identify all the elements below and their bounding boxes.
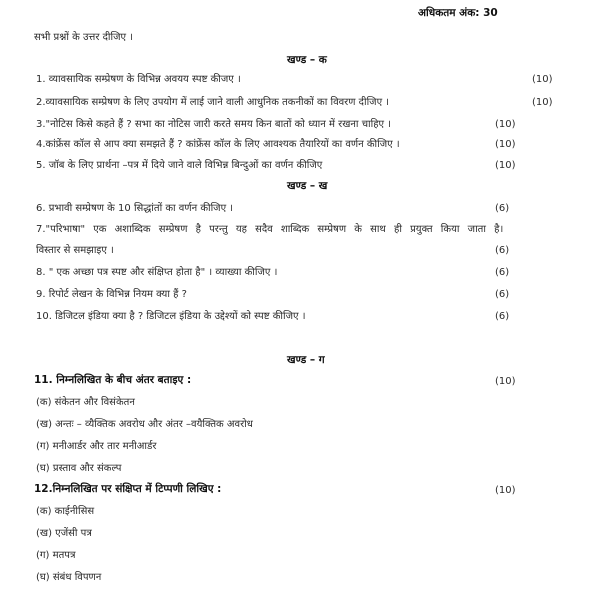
question-1: 1. व्यावसायिक सम्प्रेषण के विभिन्न अवयय स्पष्ट कीजए । (36, 74, 241, 85)
max-marks: अधिकतम अंक: 30 (418, 7, 498, 19)
question-3: 3."नोटिस किसे कहते हैं ? सभा का नोटिस जारी करते समय किन बातों को ध्यान में रखना चाहिए । (36, 119, 392, 130)
question-10-marks: (6) (495, 311, 510, 322)
question-5: 5. जॉब के लिए प्रार्थना –पत्र में दिये जाने वाले विभिन्न बिन्दुओं का वर्णन कीजिए (36, 160, 323, 171)
question-5-marks: (10) (495, 160, 516, 171)
question-11-option-gha: (घ) प्रस्ताव और संकल्प (36, 463, 122, 474)
question-12-option-gha: (घ) संबंध विपणन (36, 572, 102, 583)
question-12: 12.निम्नलिखित पर संक्षिप्त में टिप्पणी लिखिए : (34, 483, 222, 495)
question-6: 6. प्रभावी सम्प्रेषण के 10 सिद्धांतों का वर्णन कीजिए । (36, 203, 234, 214)
question-11-option-ka: (क) संकेतन और विसंकेतन (36, 397, 135, 408)
question-7: 7."परिभाषा" एक अशाब्दिक सम्प्रेषण है परन्तु यह सदैव शाब्दिक सम्प्रेषण के साथ ही प्रयुक्त किया जाता है। (36, 224, 504, 235)
instruction: सभी प्रश्नों के उत्तर दीजिए । (34, 32, 134, 43)
question-3-marks: (10) (495, 119, 516, 130)
question-2-marks: (10) (532, 97, 553, 108)
question-9-marks: (6) (495, 289, 510, 300)
section-c-title: खण्ड – ग (287, 354, 325, 366)
question-12-marks: (10) (495, 485, 516, 496)
question-1-marks: (10) (532, 74, 553, 85)
question-2: 2.व्यावसायिक सम्प्रेषण के लिए उपयोग में लाई जाने वाली आधुनिक तकनीकों का विवरण दीजिए । (36, 97, 390, 108)
question-6-marks: (6) (495, 203, 510, 214)
question-4-marks: (10) (495, 139, 516, 150)
question-12-option-kha: (ख) एजेंसी पत्र (36, 528, 92, 539)
question-10: 10. डिजिटल इंडिया क्या है ? डिजिटल इंडिया के उद्देश्यों को स्पष्ट कीजिए । (36, 311, 306, 322)
question-9: 9. रिपोर्ट लेखन के विभिन्न नियम क्या हैं ? (36, 289, 187, 300)
question-11: 11. निम्नलिखित के बीच अंतर बताइए : (34, 374, 192, 386)
question-8-marks: (6) (495, 267, 510, 278)
question-8: 8. " एक अच्छा पत्र स्पष्ट और संक्षिप्त होता है" । व्याख्या कीजिए । (36, 267, 278, 278)
question-11-marks: (10) (495, 376, 516, 387)
question-11-option-ga: (ग) मनीआर्डर और तार मनीआर्डर (36, 441, 157, 452)
question-4: 4.कांफ्रेंस कॉल से आप क्या समझते हैं ? कांफ्रेंस कॉल के लिए आवश्यक तैयारियों का वर्णन कीजिए । (36, 139, 400, 150)
question-11-option-kha: (ख) अन्तः – व्यैक्तिक अवरोध और अंतर –वयैक्तिक अवरोध (36, 419, 253, 430)
question-12-option-ga: (ग) मतपत्र (36, 550, 76, 561)
question-7-marks: (6) (495, 245, 510, 256)
question-12-option-ka: (क) काईनीसिस (36, 506, 95, 517)
section-b-title: खण्ड – ख (287, 180, 328, 192)
question-7-continued: विस्तार से समझाइए । (36, 245, 114, 256)
section-a-title: खण्ड – क (287, 54, 327, 66)
